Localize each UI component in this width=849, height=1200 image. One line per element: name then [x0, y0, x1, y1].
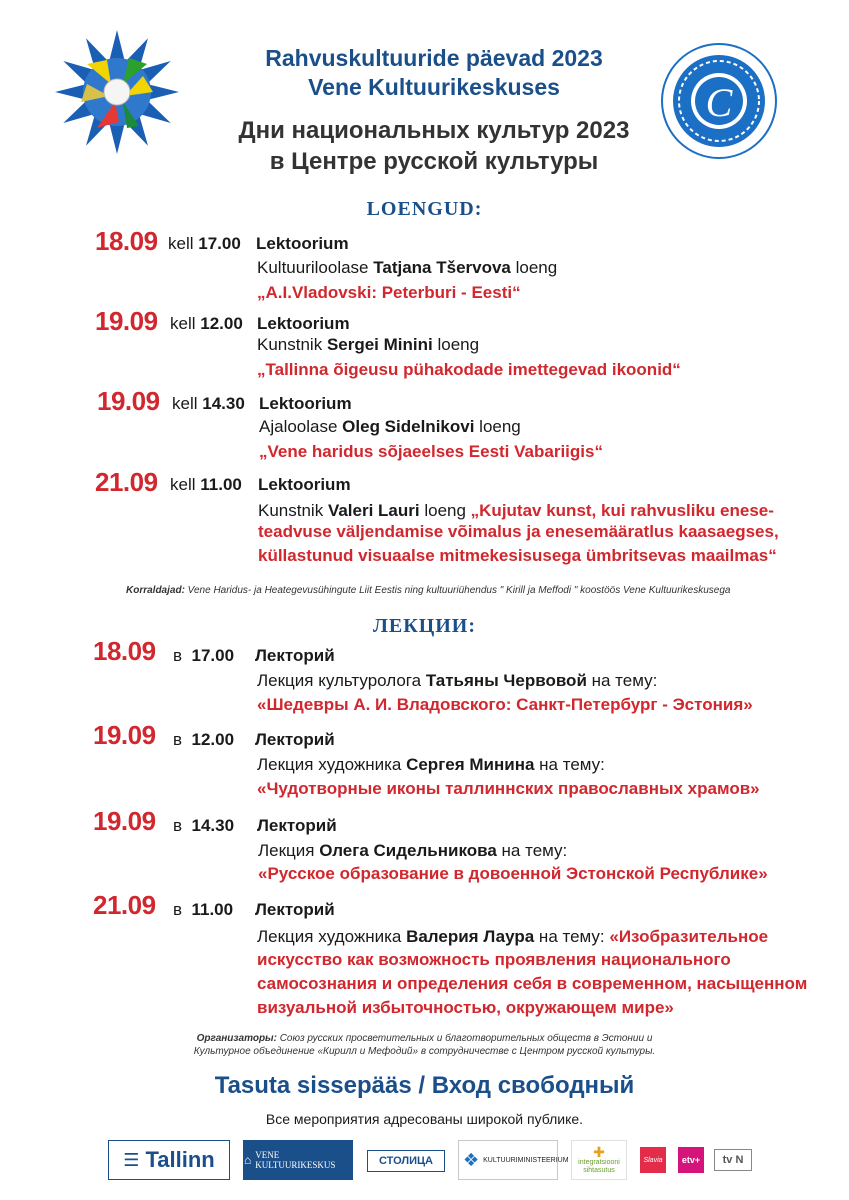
event-topic: «Русское образование в довоенной Эстонской Республике» [258, 864, 768, 883]
event-topic: «Шедевры А. И. Владовского: Санкт-Петербург - Эстония» [257, 695, 753, 714]
free-entry: Tasuta sissepääs / Вход свободный [214, 1072, 635, 1099]
section-heading-et: LOENGUD: [366, 198, 483, 220]
vkk-logo: ⌂ VENE KULTUURIKESKUS [243, 1140, 353, 1180]
title-et-line-1: Rahvuskultuuride päevad 2023 [265, 45, 603, 71]
event-date: 18.09 [93, 636, 156, 666]
event-place: Lektoorium [259, 394, 352, 413]
event-date: 19.09 [93, 720, 156, 750]
cornflower-logo [38, 28, 196, 156]
estonian-coat-icon: ❖ [463, 1149, 480, 1170]
event-lecturer: Лекция Олега Сидельникова на тему: [258, 841, 568, 860]
event-lecturer: Лекция художника Сергея Минина на тему: [257, 755, 605, 774]
organizers-ru-line-1: Организаторы: Союз русских просветительных и благотворительных обществ в Эстонии и [196, 1033, 653, 1044]
puzzle-icon: ✚ [593, 1144, 605, 1160]
event-lecturer: Kultuuriloolase Tatjana Tšervova loeng [257, 258, 558, 277]
tvn-logo: tv N [714, 1149, 752, 1171]
event-lecturer: Лекция художника Валерия Лаура на тему: «Изобразительное [257, 927, 769, 946]
organizers-ru-line-2: Культурное объединение «Кирилл и Мефодий» в сотрудничестве с Центром русской культуры. [193, 1046, 656, 1057]
event-topic: „Vene haridus sõjaeelses Eesti Vabariigis“ [259, 442, 603, 461]
event-place: Лекторий [255, 730, 335, 749]
event-topic-line: küllastunud visuaalse mitmekesisusega ümbritsevas maailmas“ [258, 546, 777, 565]
event-topic-line: визуальной избыточностью, окружающем мире» [257, 998, 674, 1017]
event-time: в 11.00 [173, 900, 234, 919]
seal-letter: С [705, 80, 733, 125]
event-date: 19.09 [93, 806, 156, 836]
event-date: 18.09 [95, 226, 158, 256]
tallinn-logo: ☰ Tallinn [108, 1140, 230, 1180]
event-lecturer: Kunstnik Valeri Lauri loeng „Kujutav kunst, kui rahvusliku enese- [258, 501, 774, 520]
event-lecturer: Kunstnik Sergei Minini loeng [257, 335, 480, 354]
event-place: Lektoorium [256, 234, 349, 253]
event-place: Лекторий [255, 900, 335, 919]
event-topic: «Чудотворные иконы таллиннских православных храмов» [257, 779, 760, 798]
title-ru-line-2: в Центре русской культуры [269, 148, 599, 175]
event-time: kell 14.30 [172, 394, 245, 413]
section-heading-ru: ЛЕКЦИИ: [372, 615, 477, 637]
event-place: Лекторий [255, 646, 335, 665]
event-time: kell 11.00 [170, 475, 242, 494]
kultuuriministeerium-logo: ❖ KULTUURIMINISTEERIUM [458, 1140, 558, 1180]
event-topic: „A.I.Vladovski: Peterburi - Eesti“ [257, 283, 521, 302]
event-place: Lektoorium [257, 314, 350, 333]
title-ru-line-1: Дни национальных культур 2023 [238, 117, 630, 144]
event-topic: „Tallinna õigeusu pühakodade imettegevad ikoonid“ [257, 360, 681, 379]
event-date: 21.09 [93, 890, 156, 920]
event-date: 19.09 [97, 386, 160, 416]
event-time: kell 17.00 [168, 234, 241, 253]
event-topic-line: teadvuse väljendamise võimalus ja enesemääratlus kaasaegses, [258, 522, 779, 541]
event-time: в 14.30 [173, 816, 235, 835]
event-date: 19.09 [95, 306, 158, 336]
slavia-logo: Slavia [640, 1147, 666, 1173]
etv-logo: etv+ [678, 1147, 704, 1173]
event-place: Лекторий [257, 816, 337, 835]
title-et-line-2: Vene Kultuurikeskuses [308, 74, 560, 100]
event-topic-line: искусство как возможность проявления национального [257, 950, 731, 969]
event-lecturer: Лекция культуролога Татьяны Червовой на тему: [257, 671, 658, 690]
event-lecturer: Ajaloolase Oleg Sidelnikovi loeng [259, 417, 521, 436]
audience-note: Все мероприятия адресованы широкой публике. [265, 1111, 584, 1127]
event-place: Lektoorium [258, 475, 351, 494]
building-icon: ⌂ [244, 1152, 252, 1167]
event-time: в 12.00 [173, 730, 235, 749]
event-time: в 17.00 [173, 646, 235, 665]
organizers-et: Korraldajad: Vene Haridus- ja Heategevusühingute Liit Eestis ning kultuuriühendus " Kirill ja Meffodi " koostöös Vene Kultuurikeskusega [126, 585, 731, 596]
event-time: kell 12.00 [170, 314, 243, 333]
tallinn-crest-icon: ☰ [123, 1149, 140, 1170]
stolitsa-logo: СТОЛИЦА [367, 1150, 445, 1172]
event-topic-line: самосознания и определения себя в современном, насыщенном [257, 974, 808, 993]
event-date: 21.09 [95, 467, 158, 497]
integratsiooni-logo: ✚ integratsiooni sihtasutus [571, 1140, 627, 1180]
